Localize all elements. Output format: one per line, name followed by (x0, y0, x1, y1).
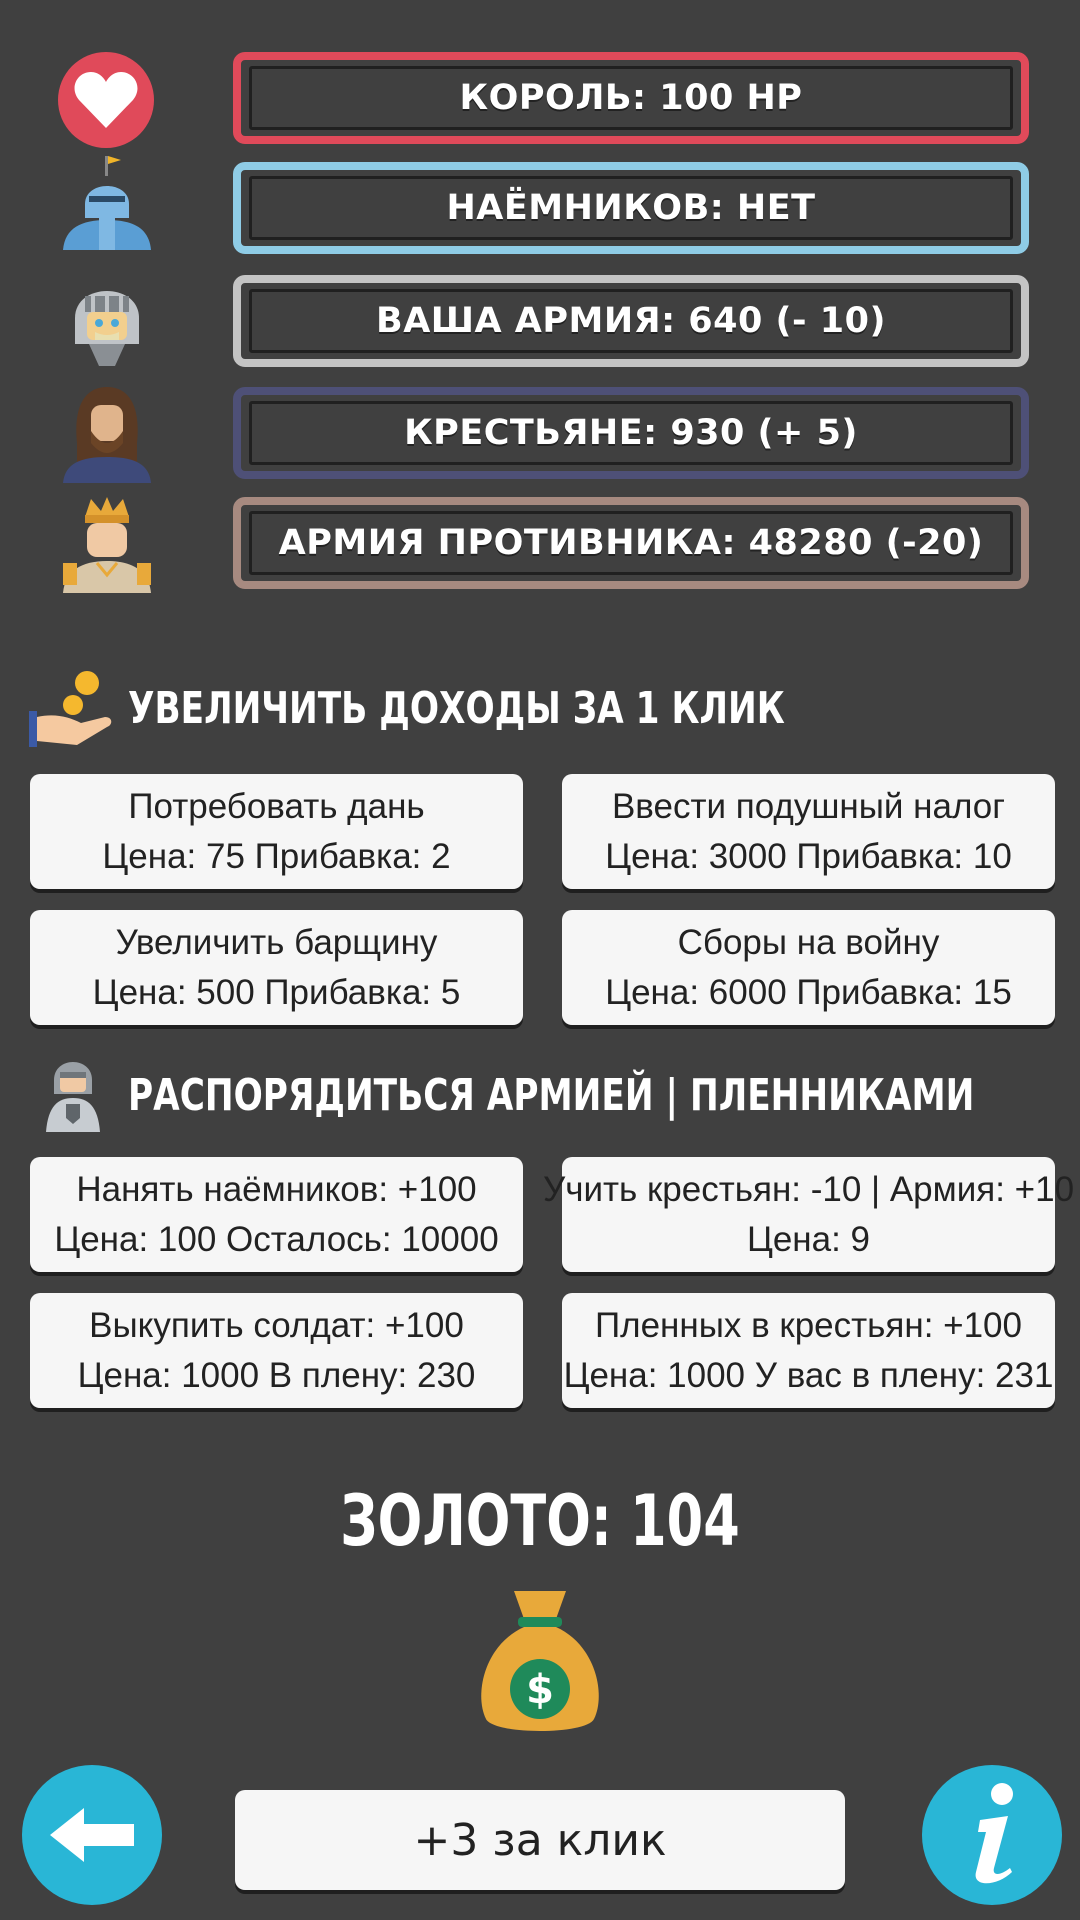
mercenaries-label: НАЁМНИКОВ: НЕТ (446, 188, 816, 228)
demand-tribute-button[interactable] (30, 774, 523, 889)
king-hp-label: КОРОЛЬ: 100 HP (459, 78, 803, 118)
card-detail: Цена: 3000 Прибавка: 10 (605, 836, 1012, 876)
peasants-bar (233, 387, 1029, 479)
tap-to-earn-label: +3 за клик (413, 1814, 667, 1866)
card-title: Пленных в крестьян: +100 (595, 1305, 1022, 1345)
poll-tax-button[interactable] (562, 774, 1055, 889)
back-arrow-icon (42, 1800, 142, 1870)
increase-corvee-button[interactable] (30, 910, 523, 1025)
card-detail: Цена: 1000 В плену: 230 (77, 1355, 476, 1395)
your-army-bar (233, 275, 1029, 367)
your-army-label: ВАША АРМИЯ: 640 (- 10) (376, 301, 886, 341)
enemy-army-bar (233, 497, 1029, 589)
knight-icon (55, 152, 165, 252)
info-icon (952, 1780, 1032, 1890)
card-title: Выкупить солдат: +100 (89, 1305, 464, 1345)
armored-soldier-icon (40, 1050, 106, 1132)
card-detail: Цена: 6000 Прибавка: 15 (605, 972, 1012, 1012)
card-title: Потребовать дань (128, 786, 425, 826)
soldier-helmet-icon (55, 268, 165, 368)
peasant-icon (55, 383, 165, 483)
card-detail: Цена: 100 Осталось: 10000 (54, 1219, 499, 1259)
train-peasants-button[interactable] (542, 1157, 1075, 1272)
card-title: Увеличить барщину (115, 922, 438, 962)
coin-hand-icon (25, 665, 117, 751)
gold-counter: ЗОЛОТО: 104 (340, 1480, 740, 1562)
card-detail: Цена: 500 Прибавка: 5 (92, 972, 461, 1012)
svg-text:$: $ (526, 1667, 554, 1713)
card-detail: Цена: 1000 У вас в плену: 231 (563, 1355, 1054, 1395)
card-title: Нанять наёмников: +100 (76, 1169, 477, 1209)
prisoners-to-peasants-button[interactable] (562, 1293, 1055, 1408)
ransom-soldiers-button[interactable] (30, 1293, 523, 1408)
mercenaries-bar (233, 162, 1029, 254)
enemy-king-icon (55, 493, 165, 593)
heart-icon (55, 50, 165, 150)
card-title: Ввести подушный налог (611, 786, 1006, 826)
tap-to-earn-button[interactable] (235, 1790, 845, 1890)
peasants-label: КРЕСТЬЯНЕ: 930 (+ 5) (404, 413, 858, 453)
card-detail: Цена: 75 Прибавка: 2 (102, 836, 451, 876)
card-title: Сборы на войну (677, 922, 940, 962)
card-detail: Цена: 9 (746, 1219, 871, 1259)
hire-mercenaries-button[interactable] (30, 1157, 523, 1272)
enemy-army-label: АРМИЯ ПРОТИВНИКА: 48280 (-20) (278, 523, 984, 563)
king-hp-bar (233, 52, 1029, 144)
info-button[interactable] (922, 1765, 1062, 1905)
army-section-title: РАСПОРЯДИТЬСЯ АРМИЕЙ | ПЛЕННИКАМИ (128, 1070, 975, 1121)
back-button[interactable] (22, 1765, 162, 1905)
money-bag-icon[interactable] (474, 1585, 606, 1737)
income-section-title: УВЕЛИЧИТЬ ДОХОДЫ ЗА 1 КЛИК (128, 683, 785, 734)
war-levy-button[interactable] (562, 910, 1055, 1025)
card-title: Учить крестьян: -10 | Армия: +10 (542, 1169, 1075, 1209)
